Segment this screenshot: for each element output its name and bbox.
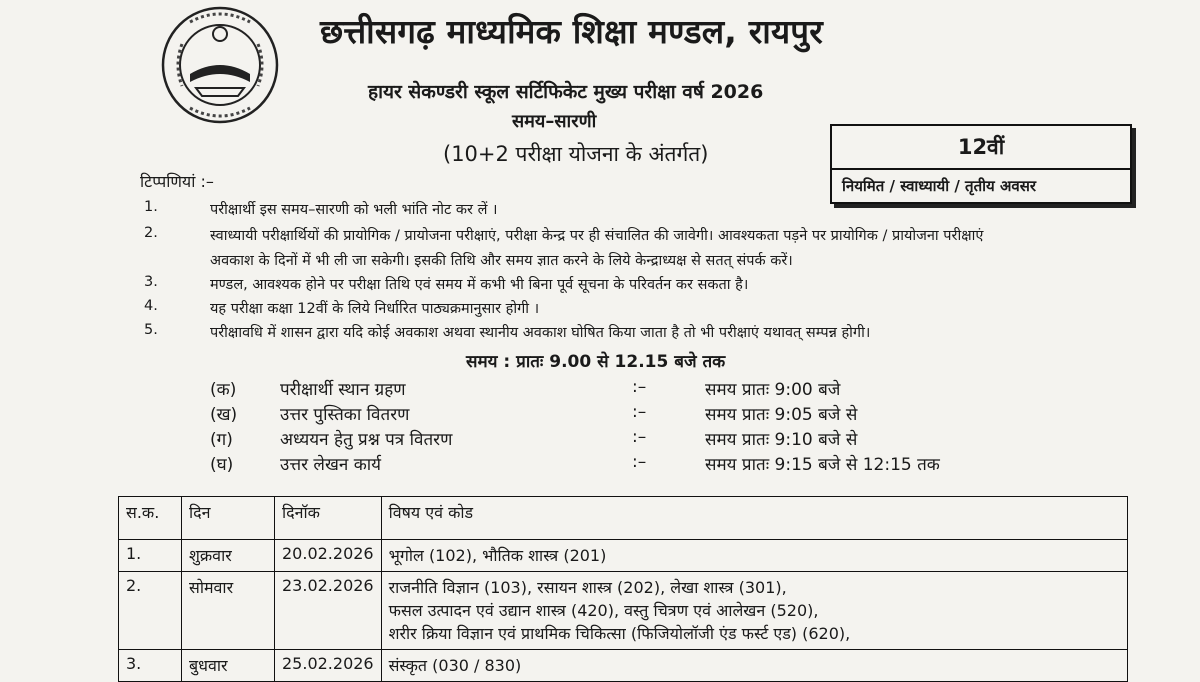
note-text: मण्डल, आवश्यक होने पर परीक्षा तिथि एवं समय में कभी भी बिना पूर्व सूचना के परिवर्तन कर सकता है। bbox=[210, 277, 749, 293]
board-name: छत्तीसगढ़ माध्यमिक शिक्षा मण्डल, रायपुर bbox=[320, 12, 823, 51]
cell-serial: 3. bbox=[119, 650, 182, 682]
step-separator: :– bbox=[632, 427, 647, 447]
table-row bbox=[119, 572, 1128, 650]
exam-title: हायर सेकण्डरी स्कूल सर्टिफिकेट मुख्य परीक्षा वर्ष 2026 bbox=[368, 81, 764, 103]
cell-subjects bbox=[381, 572, 1127, 650]
notes-heading: टिप्पणियां :– bbox=[140, 172, 214, 191]
cell-date: 25.02.2026 bbox=[275, 650, 382, 682]
step-time: समय प्रातः 9:10 बजे से bbox=[705, 430, 858, 450]
note-number: 5. bbox=[144, 322, 158, 338]
table-row bbox=[119, 650, 1128, 682]
step-separator: :– bbox=[632, 452, 647, 472]
step-label: (घ) bbox=[210, 455, 234, 475]
board-seal-logo bbox=[160, 4, 280, 126]
note-number: 1. bbox=[144, 199, 158, 215]
step-time: समय प्रातः 9:15 बजे से 12:15 तक bbox=[705, 455, 940, 475]
step-label: (क) bbox=[210, 380, 237, 400]
timing-step bbox=[0, 452, 1200, 478]
subject-line: फसल उत्पादन एवं उद्यान शास्त्र (420), वस्तु चित्रण एवं आलेखन (520), bbox=[388, 601, 819, 620]
note-number: 3. bbox=[144, 274, 158, 290]
step-activity: अध्ययन हेतु प्रश्न पत्र वितरण bbox=[280, 430, 453, 450]
col-header-serial: स.क. bbox=[119, 497, 182, 540]
col-header-day: दिन bbox=[182, 497, 275, 540]
schedule-label: समय–सारणी bbox=[512, 111, 597, 132]
exam-scheme: (10+2 परीक्षा योजना के अंतर्गत) bbox=[443, 142, 709, 166]
subject-line: राजनीति विज्ञान (103), रसायन शास्त्र (202), लेखा शास्त्र (301), bbox=[388, 578, 787, 597]
cell-serial: 1. bbox=[119, 540, 182, 572]
note-text: परीक्षावधि में शासन द्वारा यदि कोई अवकाश अथवा स्थानीय अवकाश घोषित किया जाता है तो भी परीक्षाएं यथावत् सम्पन्न होगी। bbox=[210, 325, 871, 341]
note-text: परीक्षार्थी इस समय–सारणी को भली भांति नोट कर लें । bbox=[210, 202, 498, 218]
cell-day: बुधवार bbox=[182, 650, 275, 682]
cell-subjects bbox=[381, 650, 1127, 682]
note-text: स्वाध्यायी परीक्षार्थियों की प्रायोगिक / प्रायोजना परीक्षाएं, परीक्षा केन्द्र पर ही संचालित की जावेगी। आवश्यकता पड़ने पर प्रायोगिक / प्रायोजना परीक्षाएं bbox=[210, 228, 984, 244]
cell-date: 20.02.2026 bbox=[275, 540, 382, 572]
table-row bbox=[119, 540, 1128, 572]
note-text: यह परीक्षा कक्षा 12वीं के लिये निर्धारित पाठ्यक्रमानुसार होगी । bbox=[210, 301, 540, 317]
col-header-subject: विषय एवं कोड bbox=[381, 497, 1127, 540]
cell-serial: 2. bbox=[119, 572, 182, 650]
exam-schedule-table bbox=[118, 496, 1128, 682]
step-separator: :– bbox=[632, 402, 647, 422]
subject-line: संस्कृत (030 / 830) bbox=[388, 656, 522, 675]
step-time: समय प्रातः 9:05 बजे से bbox=[705, 405, 858, 425]
note-number: 4. bbox=[144, 298, 158, 314]
cell-subjects bbox=[381, 540, 1127, 572]
cell-date: 23.02.2026 bbox=[275, 572, 382, 650]
exam-timing-heading: समय : प्रातः 9.00 से 12.15 बजे तक bbox=[466, 352, 726, 372]
step-activity: परीक्षार्थी स्थान ग्रहण bbox=[280, 380, 406, 400]
table-header-row bbox=[119, 497, 1128, 540]
class-info-box bbox=[830, 124, 1132, 204]
class-label: 12वीं bbox=[832, 126, 1130, 170]
step-activity: उत्तर लेखन कार्य bbox=[280, 455, 382, 475]
step-activity: उत्तर पुस्तिका वितरण bbox=[280, 405, 410, 425]
subject-line: भूगोल (102), भौतिक शास्त्र (201) bbox=[388, 546, 607, 565]
note-number: 2. bbox=[144, 225, 158, 241]
cell-day: सोमवार bbox=[182, 572, 275, 650]
timing-step bbox=[0, 427, 1200, 453]
note-text: अवकाश के दिनों में भी ली जा सकेगी। इसकी तिथि और समय ज्ञात करने के लिये केन्द्राध्यक्ष से सतत् संपर्क करें। bbox=[210, 253, 793, 269]
candidate-mode: नियमित / स्वाध्यायी / तृतीय अवसर bbox=[842, 177, 1037, 195]
step-label: (ख) bbox=[210, 405, 238, 425]
subject-line: शरीर क्रिया विज्ञान एवं प्राथमिक चिकित्सा (फिजियोलॉजी एंड फर्स्ट एड) (620), bbox=[388, 624, 851, 643]
step-label: (ग) bbox=[210, 430, 233, 450]
step-time: समय प्रातः 9:00 बजे bbox=[705, 380, 841, 400]
timing-step bbox=[0, 402, 1200, 428]
step-separator: :– bbox=[632, 377, 647, 397]
timing-step bbox=[0, 377, 1200, 403]
col-header-date: दिनॉक bbox=[275, 497, 382, 540]
cell-day: शुक्रवार bbox=[182, 540, 275, 572]
